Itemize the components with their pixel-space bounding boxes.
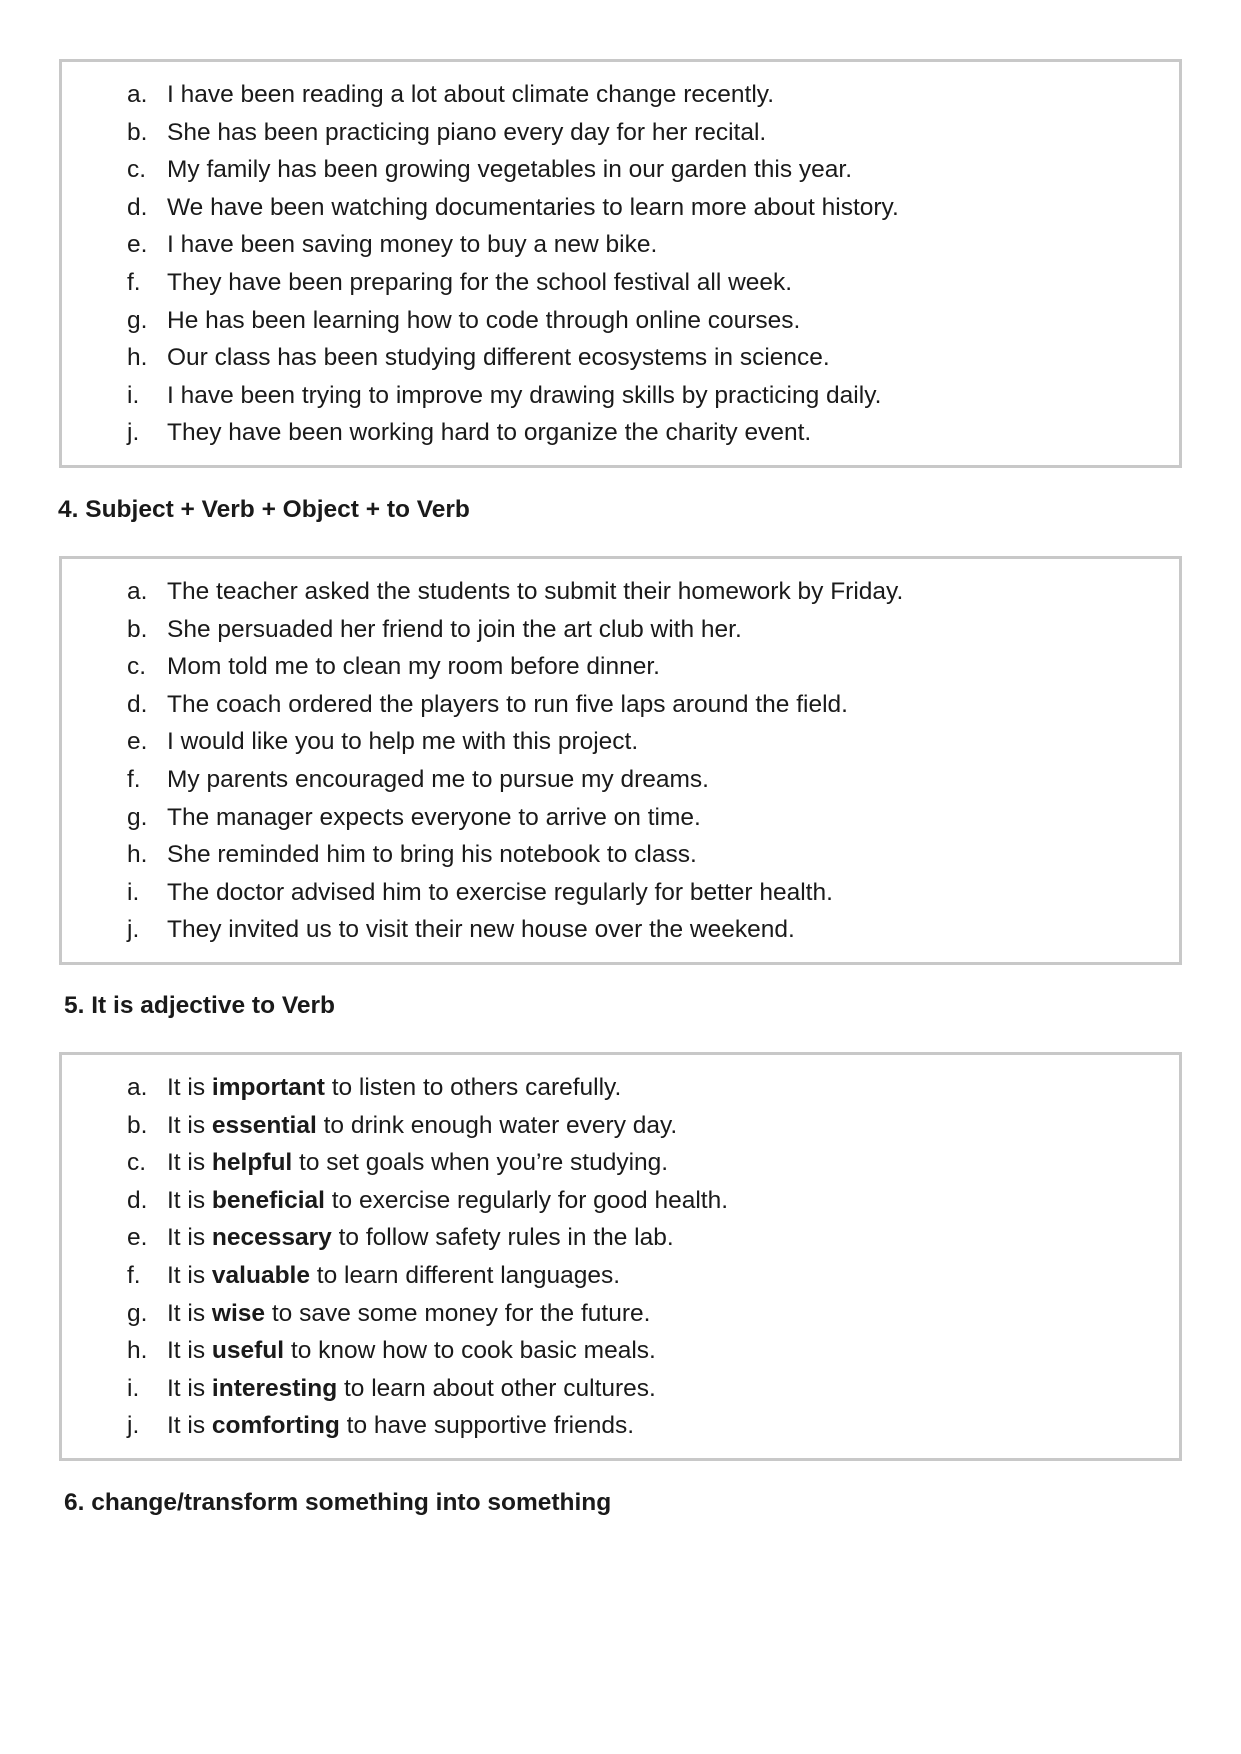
sentence-end: to save some money for the future.	[265, 1299, 651, 1327]
list-marker: f.	[127, 765, 141, 793]
list-marker: e.	[127, 231, 148, 259]
list-marker: a.	[127, 578, 148, 605]
list-item	[127, 302, 899, 340]
example-list	[127, 573, 903, 949]
examples-box-section-4	[59, 556, 1182, 965]
sentence-end: to drink enough water every day.	[316, 1111, 678, 1139]
sentence-text: They invited us to visit their new house over the weekend.	[167, 916, 795, 944]
list-item	[127, 1107, 728, 1145]
list-marker: a.	[127, 81, 148, 108]
adjective-keyword: interesting	[211, 1374, 338, 1402]
sentence-text: She reminded him to bring his notebook to class.	[167, 841, 697, 869]
adjective-keyword: wise	[211, 1299, 266, 1327]
list-marker: d.	[127, 1186, 148, 1214]
section-heading-6: 6. change/transform something into something	[64, 1489, 612, 1516]
list-marker: c.	[127, 156, 147, 184]
list-marker: j.	[127, 1412, 140, 1440]
list-item	[127, 1370, 728, 1408]
sentence-start: It is	[167, 1074, 212, 1101]
list-item	[127, 1295, 728, 1333]
adjective-keyword: comforting	[211, 1412, 340, 1440]
list-marker: i.	[127, 381, 140, 409]
list-item	[127, 611, 903, 649]
sentence-text: The manager expects everyone to arrive on time.	[167, 803, 701, 831]
sentence-start: It is	[167, 1224, 212, 1252]
list-marker: f.	[127, 268, 141, 296]
list-item	[127, 911, 903, 949]
list-marker: j.	[127, 419, 140, 447]
list-item	[127, 836, 903, 874]
list-marker: c.	[127, 653, 147, 681]
list-item	[127, 1219, 728, 1257]
list-marker: c.	[127, 1149, 147, 1177]
list-marker: d.	[127, 690, 148, 718]
sentence-end: to listen to others carefully.	[324, 1074, 622, 1101]
sentence-text: We have been watching documentaries to learn more about history.	[167, 193, 899, 221]
sentence-start: It is	[167, 1412, 212, 1440]
list-marker: a.	[127, 1074, 148, 1101]
example-list	[127, 1069, 728, 1445]
list-item	[127, 1182, 728, 1220]
sentence-end: to learn different languages.	[309, 1261, 621, 1289]
section-heading-4: 4. Subject + Verb + Object + to Verb	[58, 496, 470, 523]
list-item	[127, 723, 903, 761]
list-item	[127, 874, 903, 912]
sentence-text: She has been practicing piano every day for her recital.	[167, 118, 767, 146]
list-item	[127, 151, 899, 189]
section-heading-5: 5. It is adjective to Verb	[64, 992, 335, 1019]
list-marker: h.	[127, 344, 148, 372]
sentence-text: They have been working hard to organize the charity event.	[167, 419, 812, 447]
list-item	[127, 648, 903, 686]
sentence-end: to know how to cook basic meals.	[284, 1337, 656, 1365]
adjective-keyword: useful	[211, 1337, 285, 1365]
list-marker: i.	[127, 878, 140, 906]
list-item	[127, 761, 903, 799]
list-marker: g.	[127, 803, 148, 831]
sentence-start: It is	[167, 1337, 212, 1365]
sentence-end: to set goals when you’re studying.	[292, 1149, 669, 1177]
sentence-start: It is	[167, 1111, 212, 1139]
list-marker: g.	[127, 306, 148, 334]
list-marker: j.	[127, 916, 140, 944]
list-marker: b.	[127, 118, 148, 146]
list-item	[127, 1407, 728, 1445]
sentence-text: I would like you to help me with this project.	[167, 728, 639, 756]
sentence-start: It is	[167, 1374, 212, 1402]
adjective-keyword: essential	[211, 1111, 317, 1139]
sentence-start: It is	[167, 1149, 212, 1177]
examples-box-section-5	[59, 1052, 1182, 1461]
adjective-keyword: beneficial	[211, 1186, 325, 1214]
list-item	[127, 76, 899, 114]
sentence-text: I have been reading a lot about climate change recently.	[167, 81, 774, 108]
list-marker: h.	[127, 841, 148, 869]
sentence-text: He has been learning how to code through online courses.	[167, 306, 801, 334]
list-item	[127, 573, 903, 611]
sentence-end: to exercise regularly for good health.	[324, 1186, 729, 1214]
list-item	[127, 339, 899, 377]
list-marker: b.	[127, 1111, 148, 1139]
list-item	[127, 377, 899, 415]
list-item	[127, 189, 899, 227]
sentence-text: The doctor advised him to exercise regularly for better health.	[167, 878, 833, 906]
sentence-start: It is	[167, 1186, 212, 1214]
sentence-start: It is	[167, 1299, 212, 1327]
examples-box-section-3	[59, 59, 1182, 468]
sentence-text: They have been preparing for the school festival all week.	[167, 268, 793, 296]
sentence-text: I have been trying to improve my drawing skills by practicing daily.	[167, 381, 882, 409]
list-item	[127, 686, 903, 724]
sentence-text: Mom told me to clean my room before dinner.	[167, 653, 660, 681]
sentence-text: She persuaded her friend to join the art club with her.	[167, 615, 742, 643]
list-item	[127, 1332, 728, 1370]
list-item	[127, 114, 899, 152]
sentence-text: I have been saving money to buy a new bike.	[167, 231, 658, 259]
list-marker: f.	[127, 1261, 141, 1289]
list-marker: i.	[127, 1374, 140, 1402]
sentence-end: to follow safety rules in the lab.	[331, 1224, 674, 1252]
list-item	[127, 226, 899, 264]
list-marker: e.	[127, 1224, 148, 1252]
adjective-keyword: necessary	[211, 1224, 332, 1252]
adjective-keyword: valuable	[211, 1261, 310, 1289]
sentence-text: Our class has been studying different ecosystems in science.	[167, 344, 830, 372]
list-marker: g.	[127, 1299, 148, 1327]
sentence-end: to learn about other cultures.	[337, 1374, 656, 1402]
sentence-text: The teacher asked the students to submit their homework by Friday.	[167, 578, 904, 605]
list-marker: h.	[127, 1337, 148, 1365]
list-marker: e.	[127, 728, 148, 756]
list-marker: b.	[127, 615, 148, 643]
list-item	[127, 1144, 728, 1182]
sentence-start: It is	[167, 1261, 212, 1289]
adjective-keyword: important	[211, 1074, 325, 1101]
list-item	[127, 1257, 728, 1295]
example-list	[127, 76, 899, 452]
sentence-text: My family has been growing vegetables in our garden this year.	[167, 156, 853, 184]
adjective-keyword: helpful	[211, 1149, 293, 1177]
list-marker: d.	[127, 193, 148, 221]
list-item	[127, 799, 903, 837]
list-item	[127, 264, 899, 302]
list-item	[127, 414, 899, 452]
sentence-text: My parents encouraged me to pursue my dreams.	[167, 765, 709, 793]
list-item	[127, 1069, 728, 1107]
sentence-end: to have supportive friends.	[339, 1412, 635, 1440]
sentence-text: The coach ordered the players to run five laps around the field.	[167, 690, 848, 718]
